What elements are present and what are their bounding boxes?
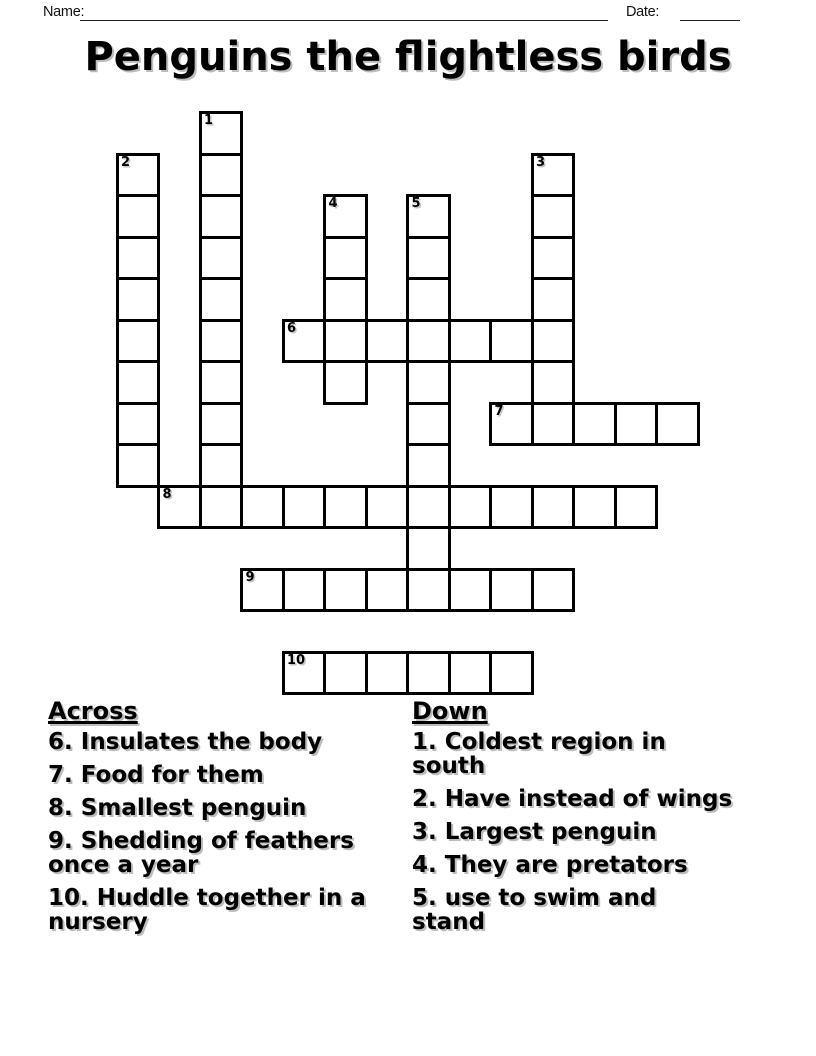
grid-cell[interactable] <box>448 651 493 696</box>
grid-cell[interactable] <box>199 443 244 488</box>
grid-cell[interactable] <box>157 485 202 530</box>
grid-cell[interactable] <box>406 236 451 281</box>
grid-cell[interactable] <box>614 402 659 447</box>
clue-number: 7. <box>48 762 73 788</box>
grid-cell[interactable] <box>406 402 451 447</box>
clue-text: Shedding of feathers once a year <box>48 828 354 878</box>
grid-cell-number: 6 <box>287 320 297 336</box>
grid-cell[interactable] <box>531 153 576 198</box>
clue-number: 9. <box>48 828 73 854</box>
clue-item-across-10 <box>48 886 398 934</box>
grid-cell[interactable] <box>406 194 451 239</box>
grid-cell-number: 2 <box>121 154 131 170</box>
grid-cell[interactable] <box>240 568 285 613</box>
grid-cell[interactable] <box>406 568 451 613</box>
date-blank-line[interactable] <box>680 20 740 21</box>
clue-number: 1. <box>412 729 437 755</box>
grid-cell[interactable] <box>531 194 576 239</box>
grid-cell-number: 1 <box>204 113 214 128</box>
grid-cell[interactable] <box>199 236 244 281</box>
grid-cell[interactable] <box>448 485 493 530</box>
grid-cell[interactable] <box>199 194 244 239</box>
clue-item-across-8 <box>48 796 398 820</box>
grid-cell[interactable] <box>240 485 285 530</box>
grid-cell[interactable] <box>406 651 451 696</box>
grid-cell[interactable] <box>116 402 161 447</box>
clue-number: 4. <box>412 852 437 878</box>
grid-cell[interactable] <box>282 651 327 696</box>
grid-cell[interactable] <box>572 485 617 530</box>
grid-cell[interactable] <box>531 360 576 405</box>
grid-cell-number: 5 <box>411 196 421 211</box>
grid-cell[interactable] <box>199 277 244 322</box>
grid-cell[interactable] <box>323 651 368 696</box>
clue-item-across-6 <box>48 730 398 754</box>
grid-cell[interactable] <box>365 319 410 364</box>
grid-cell[interactable] <box>282 319 327 364</box>
clue-text: They are pretators <box>444 852 688 878</box>
grid-cell[interactable] <box>489 485 534 530</box>
grid-cell[interactable] <box>531 277 576 322</box>
grid-cell[interactable] <box>323 194 368 239</box>
clue-text: Food for them <box>80 762 264 788</box>
grid-cell[interactable] <box>489 319 534 364</box>
across-clue-list <box>48 698 398 943</box>
grid-cell[interactable] <box>116 360 161 405</box>
grid-cell[interactable] <box>365 485 410 530</box>
grid-cell[interactable] <box>489 568 534 613</box>
grid-cell[interactable] <box>199 153 244 198</box>
grid-cell[interactable] <box>323 236 368 281</box>
grid-cell[interactable] <box>323 568 368 613</box>
clue-item-down-3 <box>412 820 733 844</box>
grid-cell[interactable] <box>572 402 617 447</box>
clue-number: 2. <box>412 786 437 812</box>
grid-cell[interactable] <box>323 319 368 364</box>
clue-item-down-2 <box>412 787 733 811</box>
grid-cell[interactable] <box>323 485 368 530</box>
grid-cell[interactable] <box>365 568 410 613</box>
grid-cell[interactable] <box>531 568 576 613</box>
grid-cell[interactable] <box>323 277 368 322</box>
grid-cell[interactable] <box>448 568 493 613</box>
clue-text: Smallest penguin <box>80 795 307 821</box>
grid-cell[interactable] <box>531 485 576 530</box>
name-blank-line[interactable] <box>80 20 608 21</box>
grid-cell[interactable] <box>531 319 576 364</box>
grid-cell[interactable] <box>406 319 451 364</box>
grid-cell[interactable] <box>282 485 327 530</box>
grid-cell[interactable] <box>448 319 493 364</box>
grid-cell[interactable] <box>116 443 161 488</box>
grid-cell-number: 4 <box>328 196 338 211</box>
grid-cell-number: 8 <box>162 486 172 502</box>
grid-cell-number: 3 <box>536 154 546 170</box>
clue-item-across-9 <box>48 829 398 877</box>
clue-number: 6. <box>48 729 73 755</box>
clue-item-across-7 <box>48 763 398 787</box>
grid-cell[interactable] <box>406 443 451 488</box>
grid-cell[interactable] <box>323 360 368 405</box>
grid-cell[interactable] <box>406 526 451 571</box>
grid-cell[interactable] <box>614 485 659 530</box>
clue-number: 5. <box>412 885 437 911</box>
grid-cell[interactable] <box>489 651 534 696</box>
clue-text: use to swim and stand <box>412 885 657 935</box>
grid-cell[interactable] <box>531 402 576 447</box>
grid-cell[interactable] <box>116 236 161 281</box>
date-label: Date: <box>626 4 660 20</box>
grid-cell[interactable] <box>116 153 161 198</box>
grid-cell[interactable] <box>406 485 451 530</box>
grid-cell[interactable] <box>365 651 410 696</box>
worksheet-title: Penguins the flightless birds <box>84 34 732 80</box>
clue-item-down-5 <box>412 886 733 934</box>
grid-cell[interactable] <box>116 277 161 322</box>
grid-cell[interactable] <box>282 568 327 613</box>
grid-cell[interactable] <box>406 277 451 322</box>
clue-text: Insulates the body <box>80 729 323 755</box>
grid-cell-number: 7 <box>494 403 504 419</box>
name-label: Name: <box>43 4 85 20</box>
clue-number: 3. <box>412 819 437 845</box>
clue-text: Largest penguin <box>444 819 657 845</box>
grid-cell[interactable] <box>199 111 244 156</box>
grid-cell-number: 9 <box>245 569 255 585</box>
grid-cell[interactable] <box>199 360 244 405</box>
down-heading: Down <box>412 697 488 725</box>
clue-number: 10. <box>48 885 89 911</box>
grid-cell-number: 10 <box>287 652 306 668</box>
grid-cell[interactable] <box>489 402 534 447</box>
clue-text: Coldest region in south <box>412 729 666 779</box>
clue-text: Huddle together in a nursery <box>48 885 366 935</box>
grid-cell[interactable] <box>116 194 161 239</box>
grid-cell[interactable] <box>655 402 700 447</box>
grid-cell[interactable] <box>199 485 244 530</box>
clue-item-down-1 <box>412 730 733 778</box>
clue-number: 8. <box>48 795 73 821</box>
grid-cell[interactable] <box>199 319 244 364</box>
clue-text: Have instead of wings <box>444 786 733 812</box>
down-clue-list <box>412 698 733 943</box>
grid-cell[interactable] <box>531 236 576 281</box>
clue-item-down-4 <box>412 853 733 877</box>
grid-cell[interactable] <box>116 319 161 364</box>
across-heading: Across <box>48 697 138 725</box>
grid-cell[interactable] <box>199 402 244 447</box>
grid-cell[interactable] <box>406 360 451 405</box>
